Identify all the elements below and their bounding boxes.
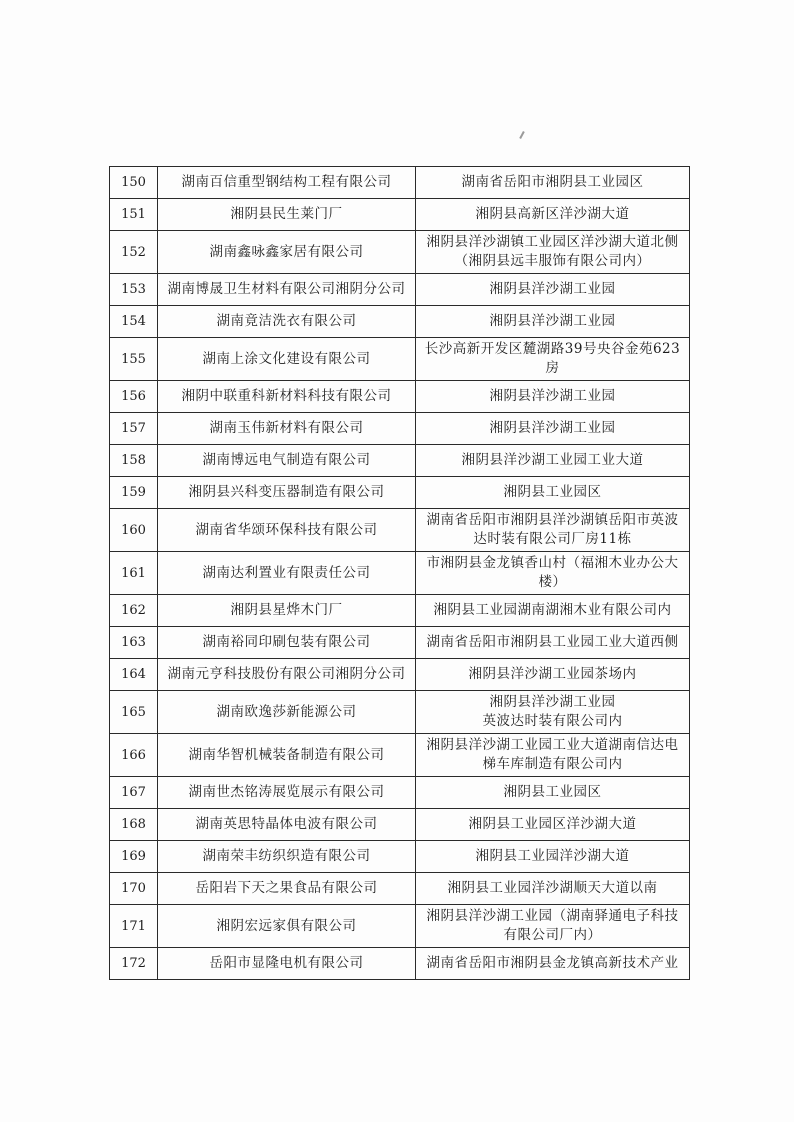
table-row <box>110 734 690 777</box>
company-name: 岳阳岩下天之果食品有限公司 <box>158 873 416 905</box>
company-name: 湘阴县兴科变压器制造有限公司 <box>158 477 416 509</box>
row-number: 160 <box>110 509 158 552</box>
address-line: 市湘阴县金龙镇香山村（福湘木业办公大 <box>426 555 679 571</box>
table-row <box>110 445 690 477</box>
company-name: 湖南华智机械装备制造有限公司 <box>158 734 416 777</box>
address-line: 湘阴县洋沙湖工业园工业大道湖南信达电 <box>426 737 679 753</box>
company-address <box>416 734 690 777</box>
row-number: 165 <box>110 691 158 734</box>
address-line: 湘阴县洋沙湖工业园 <box>489 281 616 297</box>
company-address <box>416 274 690 306</box>
company-address <box>416 445 690 477</box>
row-number: 151 <box>110 199 158 231</box>
table-row <box>110 691 690 734</box>
address-line: 湘阴县高新区洋沙湖大道 <box>475 206 630 222</box>
company-address <box>416 873 690 905</box>
address-line: 湘阴县洋沙湖工业园 <box>489 313 616 329</box>
address-line: 湘阴县洋沙湖镇工业园区洋沙湖大道北侧 <box>426 234 679 250</box>
table-row <box>110 477 690 509</box>
address-line: 湖南省岳阳市湘阴县工业园区 <box>461 174 644 190</box>
table-row <box>110 231 690 274</box>
address-line: 湖南省岳阳市湘阴县工业园工业大道西侧 <box>426 634 679 650</box>
company-name: 湖南百信重型钢结构工程有限公司 <box>158 167 416 199</box>
table-row <box>110 659 690 691</box>
company-address <box>416 477 690 509</box>
company-name: 湖南省华颂环保科技有限公司 <box>158 509 416 552</box>
address-line: 楼） <box>538 574 567 590</box>
address-line: 湘阴县工业园洋沙湖顺天大道以南 <box>447 880 658 896</box>
company-name: 湖南英思特晶体电波有限公司 <box>158 809 416 841</box>
company-address <box>416 167 690 199</box>
company-address <box>416 338 690 381</box>
table-row <box>110 381 690 413</box>
company-address <box>416 306 690 338</box>
company-name: 湘阴中联重科新材料科技有限公司 <box>158 381 416 413</box>
row-number: 159 <box>110 477 158 509</box>
address-line: 有限公司厂内） <box>503 927 602 943</box>
company-address <box>416 905 690 948</box>
row-number: 167 <box>110 777 158 809</box>
address-line: 达时装有限公司厂房11栋 <box>473 531 632 547</box>
table-row <box>110 274 690 306</box>
address-line: 湘阴县洋沙湖工业园 <box>489 694 616 710</box>
address-line: 湘阴县工业园区 <box>503 484 602 500</box>
scan-speck <box>519 131 525 139</box>
company-address <box>416 509 690 552</box>
row-number: 158 <box>110 445 158 477</box>
table-row <box>110 841 690 873</box>
company-name: 湖南鑫咏鑫家居有限公司 <box>158 231 416 274</box>
address-line: 湘阴县洋沙湖工业园 <box>489 388 616 404</box>
address-line: 湘阴县洋沙湖工业园 <box>489 420 616 436</box>
row-number: 164 <box>110 659 158 691</box>
row-number: 150 <box>110 167 158 199</box>
company-name: 湖南元亨科技股份有限公司湘阴分公司 <box>158 659 416 691</box>
row-number: 154 <box>110 306 158 338</box>
address-line: （湘阴县远丰服饰有限公司内） <box>454 253 651 269</box>
row-number: 153 <box>110 274 158 306</box>
row-number: 152 <box>110 231 158 274</box>
company-name: 湖南欧逸莎新能源公司 <box>158 691 416 734</box>
address-line: 湘阴县洋沙湖工业园茶场内 <box>468 666 637 682</box>
address-line: 湘阴县洋沙湖工业园（湖南驿通电子科技 <box>426 908 679 924</box>
table-row <box>110 948 690 980</box>
address-line: 湘阴县工业园湖南湖湘木业有限公司内 <box>433 602 672 618</box>
row-number: 170 <box>110 873 158 905</box>
row-number: 169 <box>110 841 158 873</box>
table-row <box>110 338 690 381</box>
company-name: 湖南博远电气制造有限公司 <box>158 445 416 477</box>
table-row <box>110 905 690 948</box>
address-line: 湘阴县工业园区 <box>503 784 602 800</box>
company-address <box>416 841 690 873</box>
row-number: 155 <box>110 338 158 381</box>
company-address <box>416 199 690 231</box>
table-row <box>110 809 690 841</box>
row-number: 168 <box>110 809 158 841</box>
address-line: 湖南省岳阳市湘阴县金龙镇高新技术产业 <box>426 955 679 971</box>
company-address <box>416 809 690 841</box>
company-name: 湖南世杰铭涛展览展示有限公司 <box>158 777 416 809</box>
table-row <box>110 777 690 809</box>
company-address <box>416 413 690 445</box>
row-number: 157 <box>110 413 158 445</box>
company-name: 湖南竟洁洗衣有限公司 <box>158 306 416 338</box>
company-address-table <box>109 166 690 980</box>
table-row <box>110 627 690 659</box>
company-address <box>416 627 690 659</box>
company-name: 岳阳市显隆电机有限公司 <box>158 948 416 980</box>
address-line: 长沙高新开发区麓湖路39号央谷金苑623 <box>424 341 681 357</box>
row-number: 156 <box>110 381 158 413</box>
company-name: 湖南达利置业有限责任公司 <box>158 552 416 595</box>
table-row <box>110 199 690 231</box>
company-name: 湘阴县星烨木门厂 <box>158 595 416 627</box>
company-name: 湖南上涂文化建设有限公司 <box>158 338 416 381</box>
table-row <box>110 413 690 445</box>
row-number: 161 <box>110 552 158 595</box>
address-line: 湘阴县工业园区洋沙湖大道 <box>468 816 637 832</box>
company-address <box>416 948 690 980</box>
company-name: 湘阴县民生莱门厂 <box>158 199 416 231</box>
address-line: 湘阴县洋沙湖工业园工业大道 <box>461 452 644 468</box>
row-number: 171 <box>110 905 158 948</box>
company-address <box>416 381 690 413</box>
company-name: 湖南裕同印刷包装有限公司 <box>158 627 416 659</box>
table-row <box>110 306 690 338</box>
table-row <box>110 509 690 552</box>
company-name: 湖南博晟卫生材料有限公司湘阴分公司 <box>158 274 416 306</box>
table-row <box>110 552 690 595</box>
address-line: 英波达时装有限公司内 <box>482 713 623 729</box>
address-line: 梯车库制造有限公司内 <box>482 756 623 772</box>
company-name: 湘阴宏远家俱有限公司 <box>158 905 416 948</box>
company-address <box>416 659 690 691</box>
company-name: 湖南荣丰纺织织造有限公司 <box>158 841 416 873</box>
address-line: 湘阴县工业园洋沙湖大道 <box>475 848 630 864</box>
address-line: 湖南省岳阳市湘阴县洋沙湖镇岳阳市英波 <box>426 512 679 528</box>
company-address <box>416 231 690 274</box>
table-row <box>110 873 690 905</box>
company-name: 湖南玉伟新材料有限公司 <box>158 413 416 445</box>
company-address <box>416 777 690 809</box>
company-address <box>416 691 690 734</box>
row-number: 162 <box>110 595 158 627</box>
table-row <box>110 595 690 627</box>
row-number: 163 <box>110 627 158 659</box>
address-line: 房 <box>545 360 560 376</box>
company-address <box>416 552 690 595</box>
row-number: 172 <box>110 948 158 980</box>
table-row <box>110 167 690 199</box>
row-number: 166 <box>110 734 158 777</box>
company-address <box>416 595 690 627</box>
